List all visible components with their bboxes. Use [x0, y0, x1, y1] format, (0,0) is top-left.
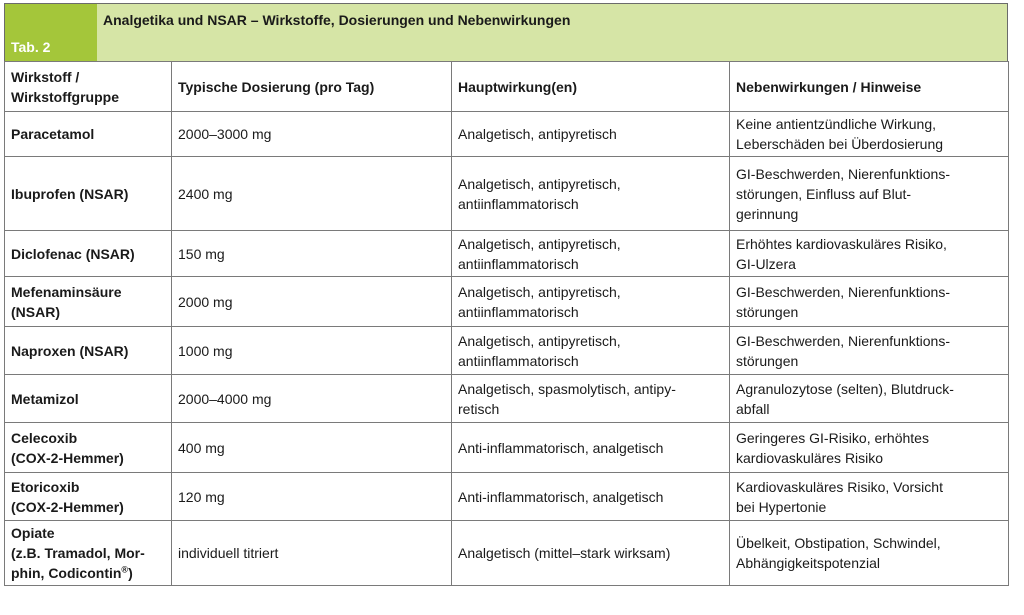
header-notes: [730, 62, 1009, 112]
table-row: [5, 327, 1009, 375]
drug-table: [4, 61, 1009, 586]
cell-dose: [172, 375, 452, 423]
cell-line: Analgetisch, antipyretisch,: [458, 175, 621, 192]
cell-line: Erhöhtes kardiovaskuläres Risiko,: [736, 235, 947, 252]
cell-line: Celecoxib: [11, 429, 78, 446]
table-row: [5, 157, 1009, 231]
cell-line: Analgetisch (mittel–stark wirksam): [458, 545, 671, 561]
cell-notes: [730, 423, 1009, 473]
header-effect: [452, 62, 730, 112]
cell-dose: [172, 157, 452, 231]
cell-substance: [5, 157, 172, 231]
cell-substance: [5, 231, 172, 277]
cell-line: 150 mg: [178, 245, 225, 262]
table-row: [5, 521, 1009, 586]
cell-line: individuell titriert: [178, 545, 279, 561]
table-number: Tab. 2: [5, 4, 97, 61]
cell-line: Analgetisch, antipyretisch,: [458, 283, 621, 300]
cell-line: Übelkeit, Obstipation, Schwindel,: [736, 535, 941, 551]
cell-effect: [452, 375, 730, 423]
cell-substance: [5, 327, 172, 375]
cell-substance: [5, 473, 172, 521]
cell-line: antiinflammatorisch: [458, 352, 579, 369]
cell-line: Opiate: [11, 525, 55, 541]
cell-line: Nebenwirkungen / Hinweise: [736, 78, 922, 95]
cell-dose: [172, 231, 452, 277]
table-row: [5, 375, 1009, 423]
cell-line: GI-Ulzera: [736, 255, 796, 272]
cell-line: antiinflammatorisch: [458, 195, 579, 212]
cell-notes: [730, 375, 1009, 423]
cell-line: Geringeres GI-Risiko, erhöhtes: [736, 429, 929, 446]
cell-notes: [730, 231, 1009, 277]
cell-line: Diclofenac (NSAR): [11, 245, 135, 262]
cell-substance: [5, 112, 172, 157]
cell-line: (COX-2-Hemmer): [11, 449, 124, 466]
cell-line: störungen: [736, 352, 799, 369]
cell-dose: [172, 521, 452, 586]
cell-line: (z.B. Tramadol, Mor-: [11, 545, 145, 561]
cell-line: 2000–4000 mg: [178, 390, 272, 407]
cell-effect: [452, 231, 730, 277]
table-body: [5, 112, 1009, 586]
table-title-bar: [4, 3, 1008, 61]
cell-dose: [172, 112, 452, 157]
cell-substance: [5, 375, 172, 423]
cell-line: GI-Beschwerden, Nierenfunktions-: [736, 165, 950, 182]
cell-dose: [172, 327, 452, 375]
cell-line: störungen: [736, 303, 799, 320]
cell-line: Analgetisch, antipyretisch,: [458, 332, 621, 349]
cell-line: Ibuprofen (NSAR): [11, 185, 129, 202]
cell-line: GI-Beschwerden, Nierenfunktions-: [736, 332, 950, 349]
cell-dose: [172, 423, 452, 473]
cell-line: störungen, Einfluss auf Blut-: [736, 185, 912, 202]
cell-notes: [730, 112, 1009, 157]
cell-line: 2400 mg: [178, 185, 233, 202]
cell-line: Wirkstoff /: [11, 68, 80, 85]
cell-notes: [730, 473, 1009, 521]
cell-line: Etoricoxib: [11, 478, 80, 495]
cell-notes: [730, 521, 1009, 586]
cell-line: phin, Codicontin: [11, 565, 122, 581]
cell-effect: [452, 423, 730, 473]
cell-line: Naproxen (NSAR): [11, 342, 129, 359]
cell-effect: [452, 521, 730, 586]
table-row: [5, 423, 1009, 473]
cell-line: (COX-2-Hemmer): [11, 498, 124, 515]
cell-line: Wirkstoffgruppe: [11, 88, 119, 105]
drug-table-figure: [4, 3, 1008, 586]
cell-line: 120 mg: [178, 488, 225, 505]
cell-line: retisch: [458, 400, 500, 417]
cell-line: Abhängigkeitspotenzial: [736, 555, 880, 571]
header-row: [5, 62, 1009, 112]
cell-line: Hauptwirkung(en): [458, 78, 577, 95]
cell-line: Analgetisch, spasmolytisch, antipy-: [458, 380, 676, 397]
cell-line: bei Hypertonie: [736, 498, 827, 515]
cell-line: 1000 mg: [178, 342, 233, 359]
cell-notes: [730, 277, 1009, 327]
cell-effect: [452, 327, 730, 375]
cell-line: antiinflammatorisch: [458, 303, 579, 320]
cell-substance: [5, 521, 172, 586]
cell-line: Metamizol: [11, 390, 79, 407]
cell-substance: [5, 277, 172, 327]
cell-line: Paracetamol: [11, 126, 95, 142]
cell-line: 400 mg: [178, 439, 225, 456]
cell-dose: [172, 277, 452, 327]
cell-line: Anti-inflammatorisch, analgetisch: [458, 439, 664, 456]
table-row: [5, 277, 1009, 327]
cell-line: kardiovaskuläres Risiko: [736, 449, 884, 466]
table-row: [5, 473, 1009, 521]
cell-line: antiinflammatorisch: [458, 255, 579, 272]
cell-effect: [452, 473, 730, 521]
table-row: [5, 112, 1009, 157]
cell-line: gerinnung: [736, 205, 799, 222]
cell-line: Mefenaminsäure: [11, 283, 122, 300]
cell-line: Typische Dosierung (pro Tag): [178, 78, 375, 95]
table-title: Analgetika und NSAR – Wirkstoffe, Dosierungen und Nebenwirkungen: [97, 4, 1007, 61]
cell-line: Analgetisch, antipyretisch,: [458, 235, 621, 252]
table-row: [5, 231, 1009, 277]
cell-line: (NSAR): [11, 303, 60, 320]
cell-line: 2000 mg: [178, 293, 233, 310]
cell-notes: [730, 157, 1009, 231]
cell-line: abfall: [736, 400, 770, 417]
cell-substance: [5, 423, 172, 473]
header-substance: [5, 62, 172, 112]
cell-dose: [172, 473, 452, 521]
cell-effect: [452, 277, 730, 327]
cell-line: Agranulozytose (selten), Blutdruck-: [736, 380, 954, 397]
registered-mark: ®: [121, 564, 129, 575]
cell-line: Anti-inflammatorisch, analgetisch: [458, 488, 664, 505]
cell-line: Analgetisch, antipyretisch: [458, 126, 617, 142]
cell-line: ): [128, 565, 133, 581]
cell-line: GI-Beschwerden, Nierenfunktions-: [736, 283, 950, 300]
cell-line: Leberschäden bei Überdosierung: [736, 136, 944, 152]
cell-line: Keine antientzündliche Wirkung,: [736, 116, 937, 132]
cell-line: 2000–3000 mg: [178, 126, 272, 142]
cell-line: Kardiovaskuläres Risiko, Vorsicht: [736, 478, 943, 495]
cell-effect: [452, 112, 730, 157]
header-dose: [172, 62, 452, 112]
cell-notes: [730, 327, 1009, 375]
cell-effect: [452, 157, 730, 231]
